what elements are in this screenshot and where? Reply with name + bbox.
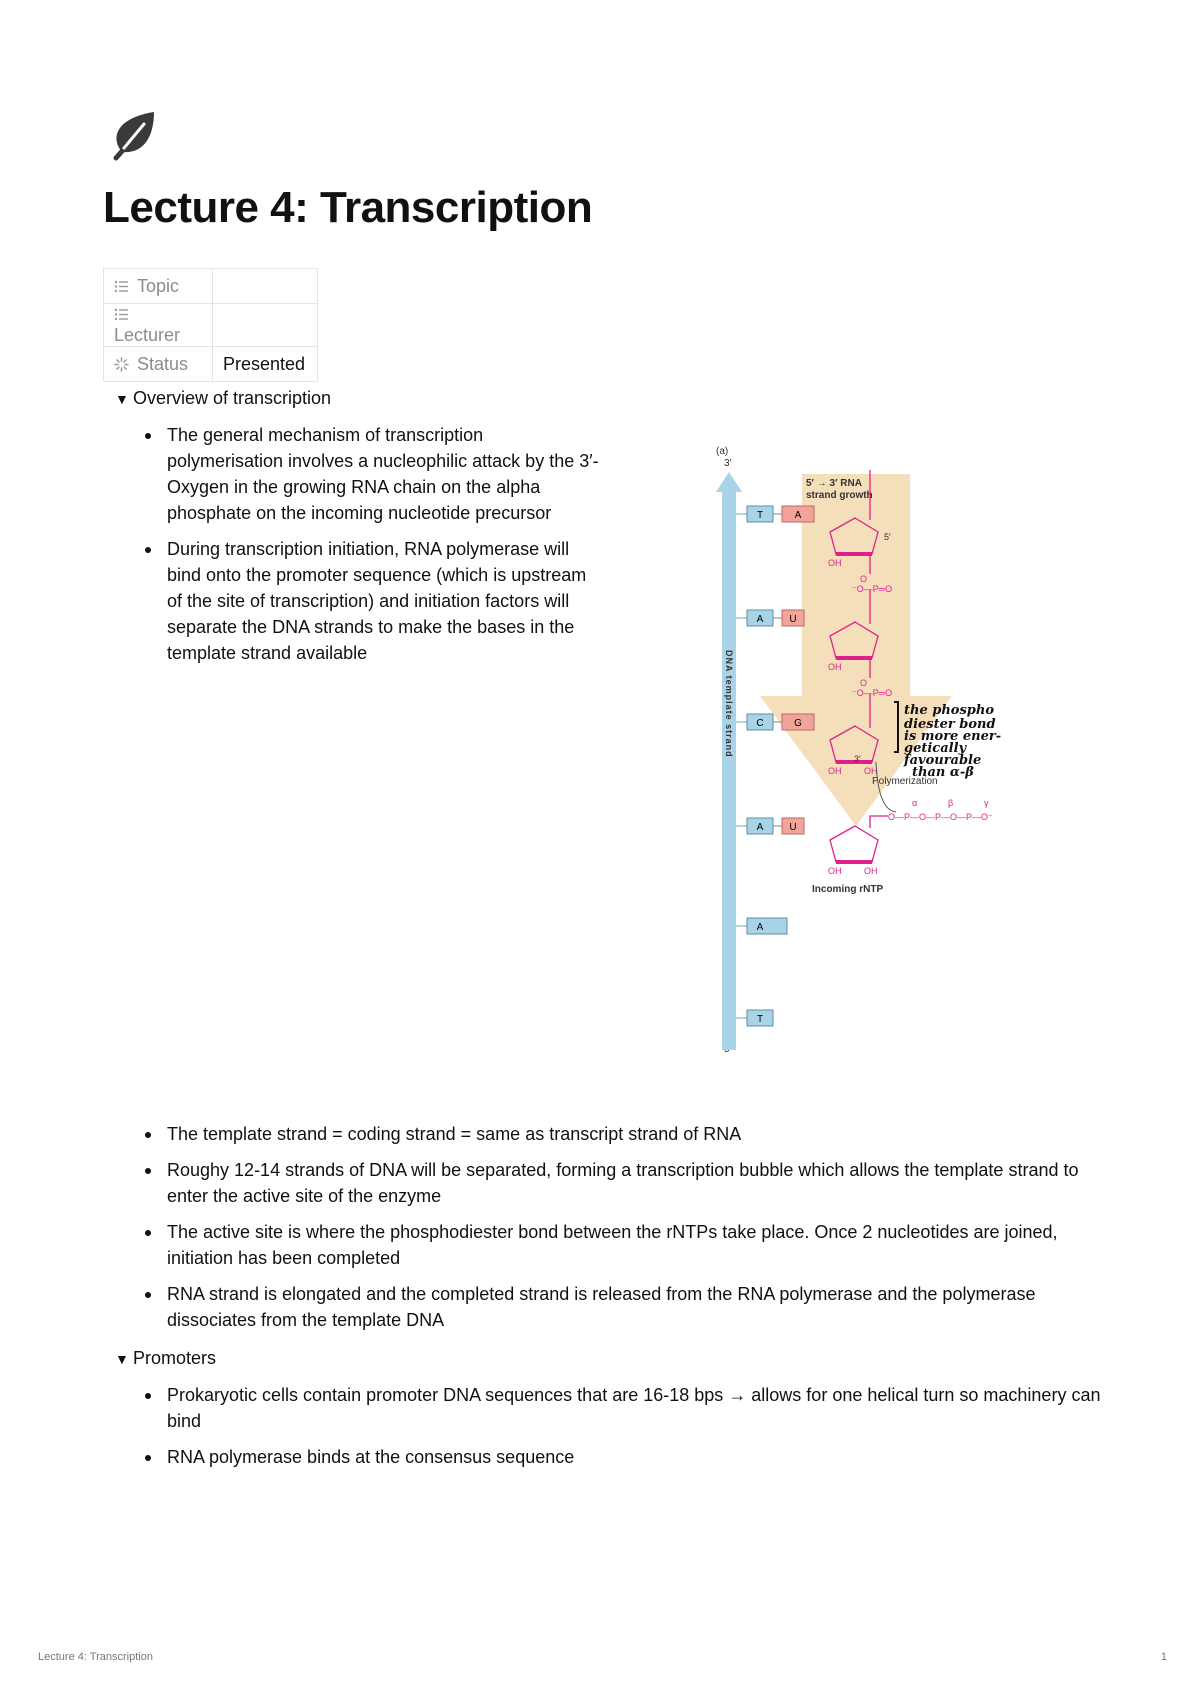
svg-text:O: O [860,574,868,584]
three-prime-label: 3′ [854,754,861,764]
property-row-topic[interactable] [104,269,318,304]
promoters-bullets [145,1382,1105,1480]
svg-text:OH: OH [864,866,878,876]
dna-base: A [756,922,764,933]
toggle-overview[interactable] [115,388,331,409]
overview-bullets-bottom [145,1121,1105,1343]
rna-base: G [794,718,802,729]
rna-base: U [789,822,797,833]
dna-base: A [756,822,764,833]
incoming-rntp-label: Incoming rNTP [812,884,884,895]
svg-text:than α-β: than α-β [912,765,974,780]
svg-text:⁻O—P═O: ⁻O—P═O [852,688,893,698]
svg-text:β: β [948,798,954,808]
svg-text:γ: γ [984,798,989,808]
property-value[interactable] [213,269,318,304]
svg-text:favourable: favourable [904,753,982,768]
svg-text:⁻O—P═O: ⁻O—P═O [852,584,893,594]
property-key: Status [137,353,189,374]
dna-strand-label: DNA template strand [724,650,734,758]
property-row-status[interactable] [104,347,318,382]
svg-text:O: O [860,678,868,688]
triangle-down-icon[interactable]: ▼ [115,391,129,407]
list-item: During transcription initiation, RNA polymerase will bind onto the promoter sequence (which is upstream of the site of transcription) and initiation factors will separate the DNA strands to make the bases in the template strand available [145,536,603,666]
dna-base: T [756,510,764,521]
property-key: Topic [137,275,180,296]
growth-label-2: strand growth [806,490,873,501]
dna-base: T [756,1014,764,1025]
five-prime-label: 5′ [884,532,891,542]
toggle-promoters[interactable] [115,1348,216,1369]
svg-text:O—P—O—P—O—P—O⁻: O—P—O—P—O—P—O⁻ [888,812,993,822]
handwritten-note [903,703,1001,780]
dna-bases [736,506,787,1026]
svg-text:getically: getically [904,741,967,756]
dna-strand [722,490,736,1050]
list-icon [114,307,129,322]
svg-text:OH: OH [828,766,842,776]
page-number: 1 [1160,1651,1167,1663]
overview-bullets-top [145,422,603,676]
page-title: Lecture 4: Transcription [103,183,593,232]
toggle-label: Promoters [133,1348,217,1368]
list-item: The template strand = coding strand = same as transcript strand of RNA [145,1121,1105,1147]
rna-base: U [789,614,797,625]
list-item: RNA strand is elongated and the completed strand is released from the RNA polymerase and the polymerase dissociates from the template DNA [145,1281,1105,1333]
leaf-icon [108,108,158,162]
growth-label-1: 5′ → 3′ RNA [806,478,862,489]
svg-text:diester bond: diester bond [904,717,996,732]
list-icon [114,279,129,294]
svg-text:α: α [912,798,918,808]
dna-base: A [756,614,764,625]
list-item: Roughy 12-14 strands of DNA will be separated, forming a transcription bubble which allows the template strand to enter the active site of the enzyme [145,1157,1105,1209]
list-item: The active site is where the phosphodiester bond between the rNTPs take place. Once 2 nucleotides are joined, initiation has been completed [145,1219,1105,1271]
svg-text:is more ener-: is more ener- [904,729,1002,744]
polymerization-label: Polymerization [872,776,938,787]
svg-text:OH: OH [828,558,842,568]
figure-top-end: 3′ [724,458,732,469]
dna-strand-arrowhead [716,472,742,492]
svg-text:the phospho: the phospho [904,703,994,718]
status-value[interactable]: Presented [213,347,318,382]
list-item: Prokaryotic cells contain promoter DNA sequences that are 16-18 bps → allows for one helical turn so machinery can bind [145,1382,1105,1434]
property-value[interactable] [213,304,318,347]
svg-text:OH: OH [828,662,842,672]
status-icon [114,357,129,372]
list-item: RNA polymerase binds at the consensus sequence [145,1444,1105,1470]
property-key: Lecturer [114,325,181,345]
list-item: The general mechanism of transcription polymerisation involves a nucleophilic attack by the 3′-Oxygen in the growing RNA chain on the alpha phosphate on the incoming nucleotide precursor [145,422,603,526]
toggle-label: Overview of transcription [133,388,332,408]
triangle-down-icon[interactable]: ▼ [115,1351,129,1367]
figure-panel-label: (a) [716,446,729,457]
transcription-figure [700,440,1040,1060]
properties-table [103,268,318,382]
dna-base: C [756,718,764,729]
rna-base: A [794,510,802,521]
footer-title: Lecture 4: Transcription [38,1651,153,1663]
property-row-lecturer[interactable] [104,304,318,347]
svg-text:OH: OH [864,766,878,776]
svg-text:OH: OH [828,866,842,876]
